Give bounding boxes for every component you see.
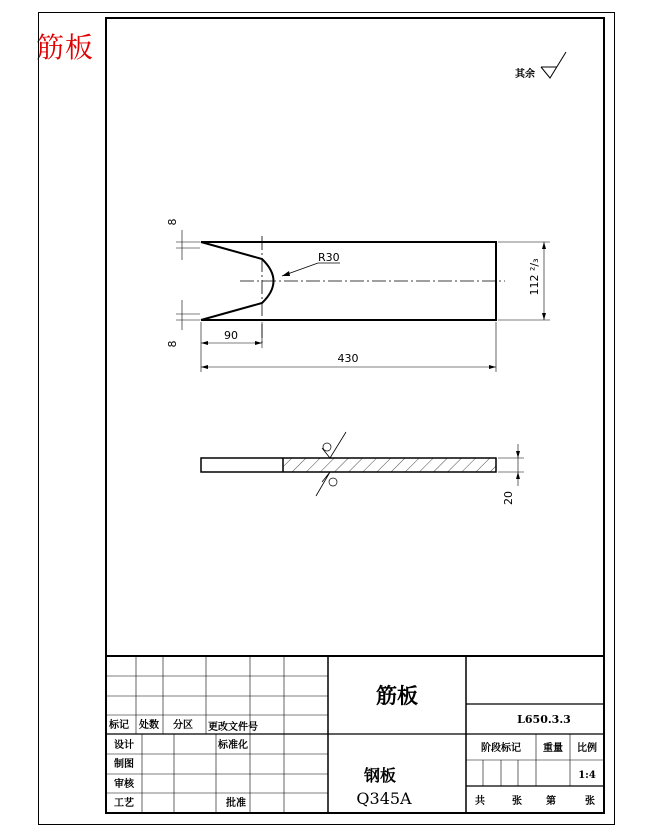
sheets-total-post: 张 <box>512 796 522 807</box>
label-review: 审核 <box>114 779 134 790</box>
dim-top-gap: 8 <box>166 218 179 226</box>
surface-finish-text: 其余 <box>515 69 535 80</box>
radius-label: R30 <box>318 251 340 264</box>
dim-notch-depth: 90 <box>224 329 238 342</box>
header-count: 处数 <box>139 720 159 731</box>
dim-bottom-gap: 8 <box>166 340 179 348</box>
header-mark: 标记 <box>109 720 129 731</box>
scale-label: 比例 <box>577 743 597 754</box>
stage-mark: 阶段标记 <box>481 743 521 754</box>
sheet-post: 张 <box>585 796 595 807</box>
label-approve: 批准 <box>226 798 246 809</box>
dim-height: 112 ²/₃ <box>528 258 541 296</box>
header-change-doc: 更改文件号 <box>208 722 258 733</box>
label-process: 工艺 <box>114 798 134 809</box>
weight-label: 重量 <box>543 743 563 754</box>
label-standardize: 标准化 <box>218 740 248 751</box>
plan-view <box>166 219 550 373</box>
dim-total-length: 430 <box>337 352 359 365</box>
section-hatch <box>283 458 496 472</box>
title-block <box>106 656 604 813</box>
scale-value: 1:4 <box>578 770 596 781</box>
material-name: 钢板 <box>363 766 397 785</box>
title-block-text <box>108 683 597 809</box>
part-label-red: 筋板 <box>36 31 95 64</box>
part-name: 筋板 <box>376 683 418 708</box>
outer-border <box>39 13 615 825</box>
label-design: 设计 <box>114 740 134 751</box>
header-zone: 分区 <box>173 720 193 731</box>
drawing-number: L650.3.3 <box>517 713 571 726</box>
inner-frame <box>106 18 604 813</box>
dim-thickness: 20 <box>502 491 515 505</box>
sheets-total-pre: 共 <box>475 796 485 807</box>
sheet-pre: 第 <box>546 796 556 807</box>
material-grade: Q345A <box>356 789 412 808</box>
section-view <box>201 432 524 505</box>
label-draw: 制图 <box>114 759 134 770</box>
surface-finish-symbol <box>515 52 566 80</box>
